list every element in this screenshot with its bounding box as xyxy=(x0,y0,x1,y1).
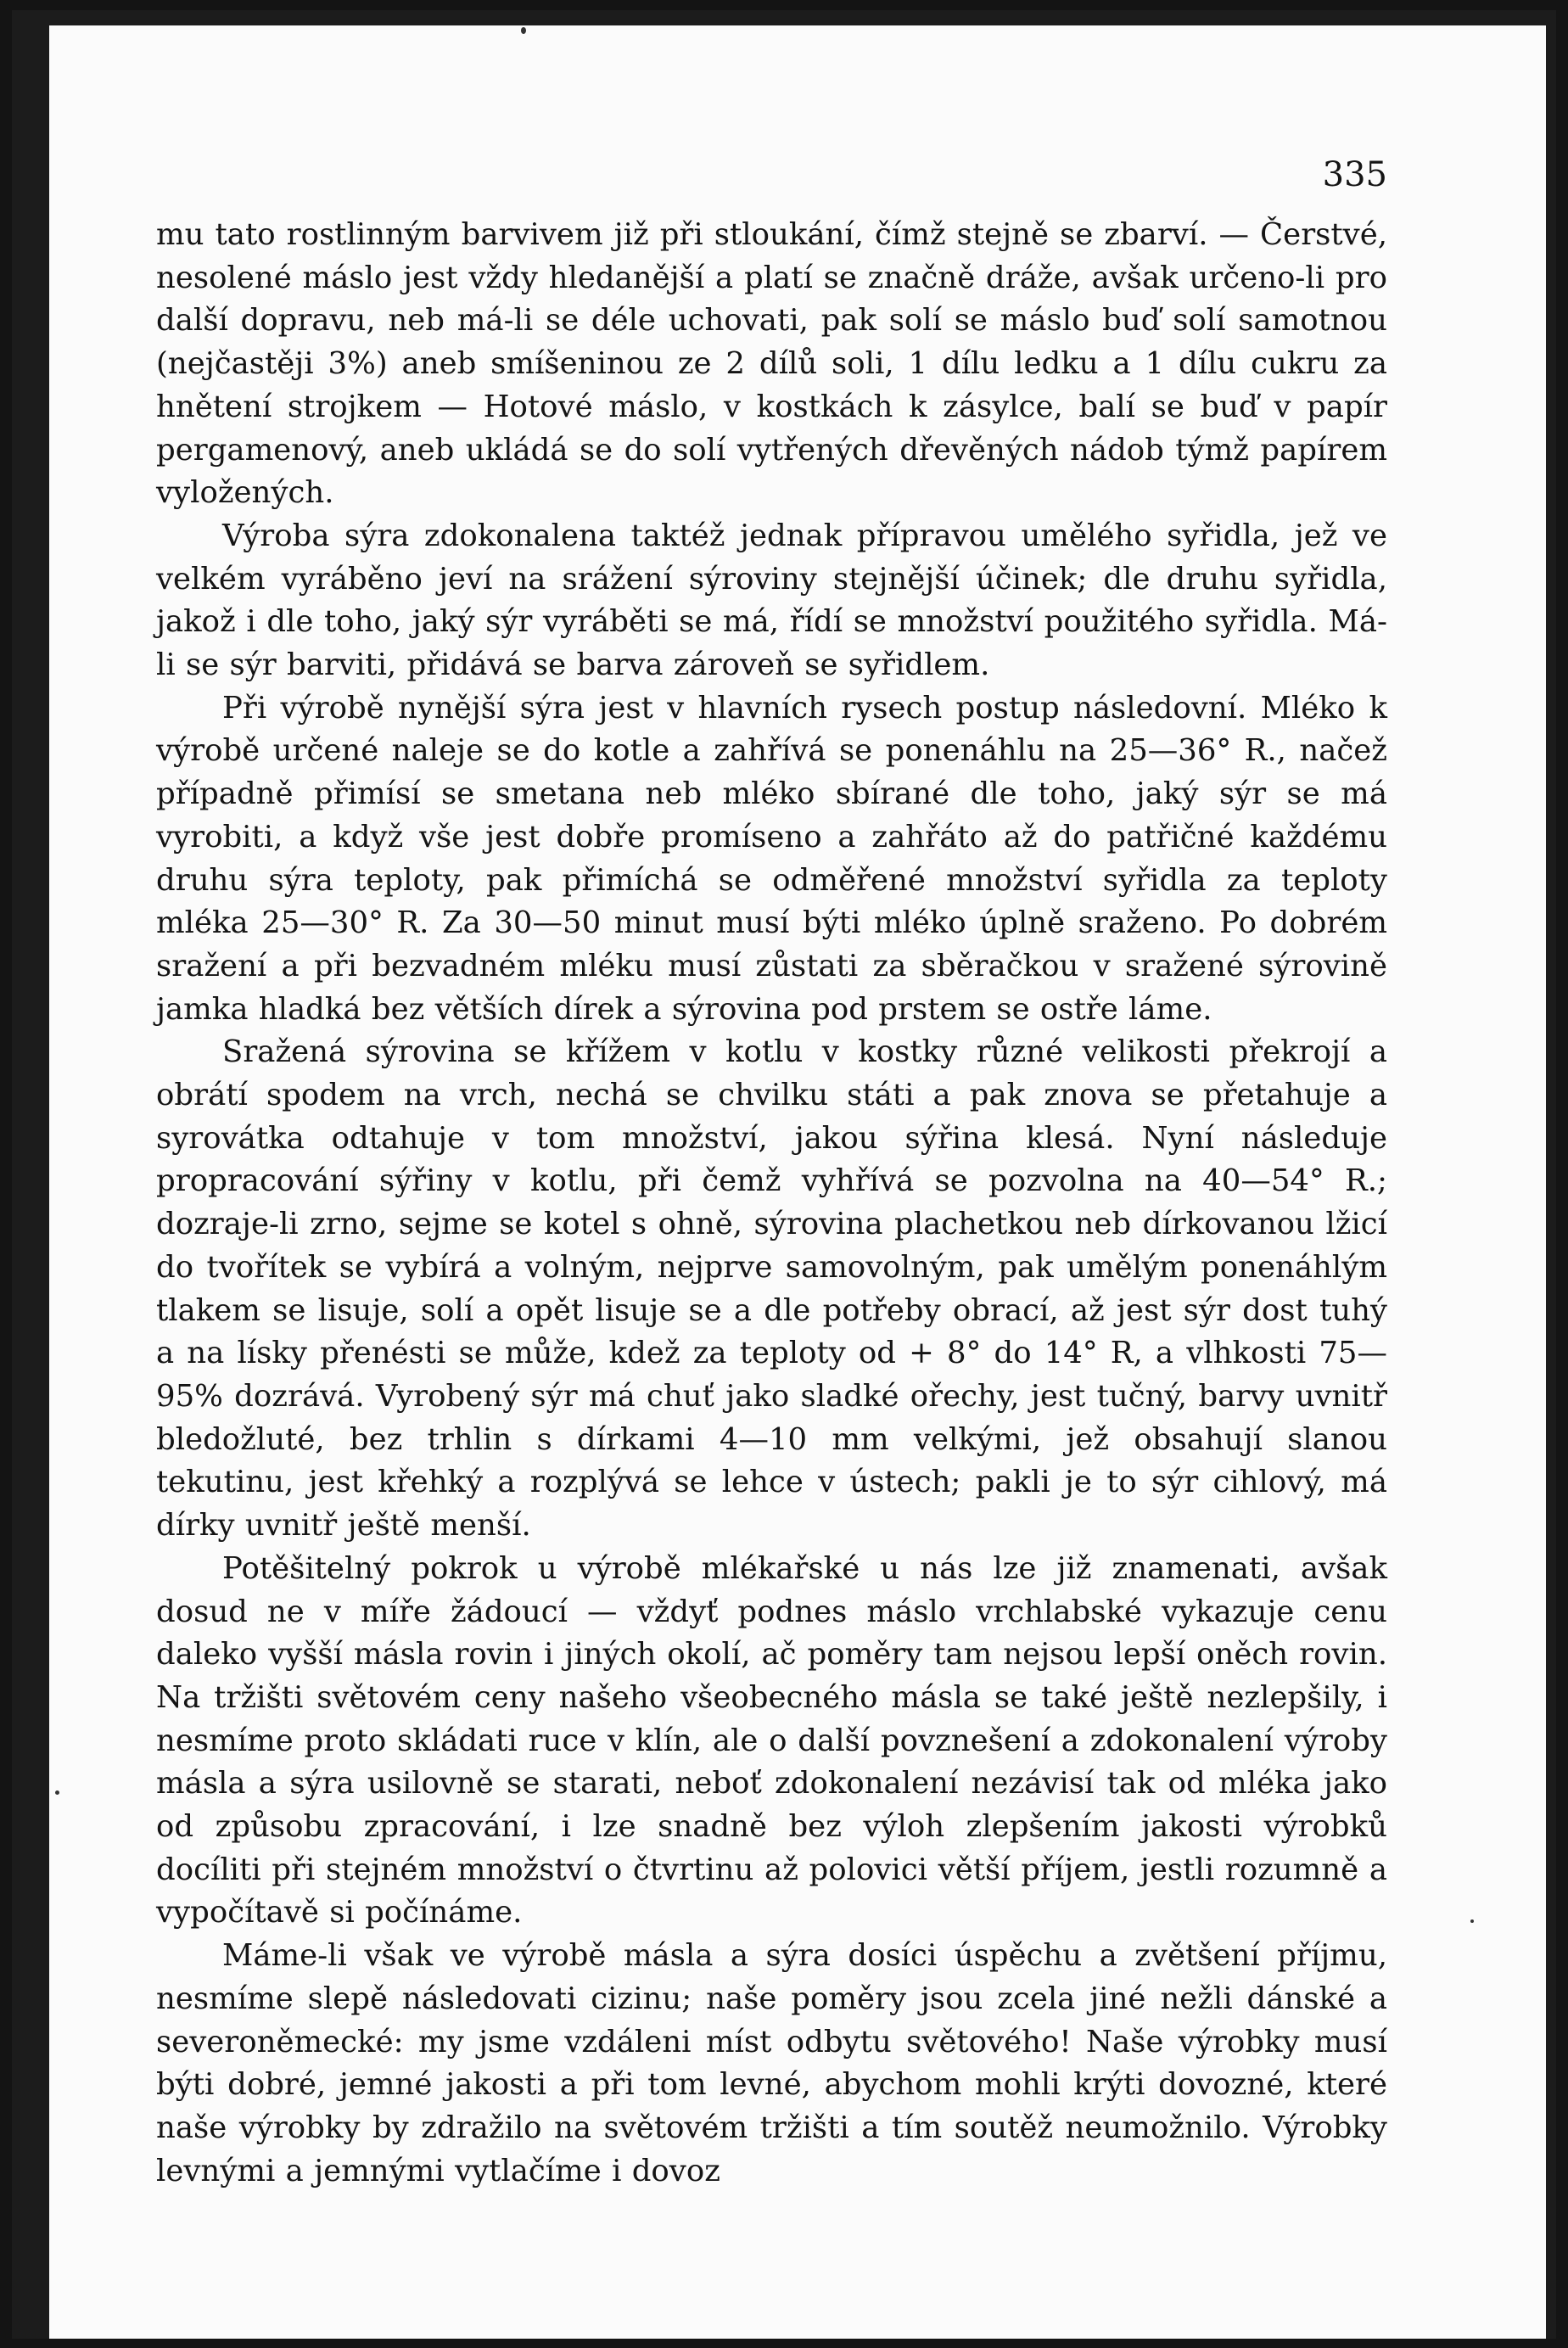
page-number: 335 xyxy=(1322,155,1387,194)
paragraph-competition: Máme-li však ve výrobě másla a sýra dosíci úspěchu a zvětšení příjmu, nesmíme slepě následovati cizinu; naše poměry jsou zcela jiné nežli dánské a severoněmecké: my jsme vzdáleni míst odbytu světového! Naše výrobky musí býti dobré, jemné jakosti a při tom levné, abychom mohli krýti dovozné, které naše výrobky by zdražilo na světovém tržišti a tím soutěž neumožnilo. Výrobky levnými a jemnými vytlačíme i dovoz xyxy=(156,1938,1387,2188)
body-text xyxy=(156,214,1387,2193)
scan-speck xyxy=(521,27,526,34)
scan-speck xyxy=(55,1790,59,1795)
paragraph-butter-salting: mu tato rostlinným barvivem již při stloukání, čímž stejně se zbarví. — Čerstvé, nesolené máslo jest vždy hledanější a platí se značně dráže, avšak určeno-li pro další dopravu, neb má-li se déle uchovati, pak solí se máslo buď solí samotnou (nejčastěji 3%) aneb smíšeninou ze 2 dílů soli, 1 dílu ledku a 1 dílu cukru za hnětení strojkem — Hotové máslo, v kostkách k zásylce, balí se buď v papír pergamenový, aneb ukládá se do solí vytřených dřevěných nádob týmž papírem vyložených. xyxy=(156,217,1387,511)
paragraph-cheese-procedure: Při výrobě nynější sýra jest v hlavních rysech postup následovní. Mléko k výrobě určené naleje se do kotle a zahřívá se ponenáhlu na 25—36° R., načež případně přimísí se smetana neb mléko sbírané dle toho, jaký sýr se má vyrobiti, a když vše jest dobře promíseno a zahřáto až do patřičné každému druhu sýra teploty, pak přimíchá se odměřené množství syřidla za teploty mléka 25—30° R. Za 30—50 minut musí býti mléko úplně sraženo. Po dobrém sražení a při bezvadném mléku musí zůstati za sběračkou v sražené sýrovině jamka hladká bez větších dírek a sýrovina pod prstem se ostře láme. xyxy=(156,690,1387,1027)
book-page xyxy=(49,25,1546,2339)
paragraph-progress: Potěšitelný pokrok u výrobě mlékařské u nás lze již znamenati, avšak dosud ne v míře žádoucí — vždyť podnes máslo vrchlabské vykazuje cenu daleko vyšší másla rovin i jiných okolí, ač poměry tam nejsou lepší oněch rovin. Na tržišti světovém ceny našeho všeobecného másla se také ještě nezlepšily, i nesmíme proto skládati ruce v klín, ale o další povznešení a zdokonalení výroby másla a sýra usilovně se starati, neboť zdokonalení nezávisí tak od mléka jako od způsobu zpracování, i lze snadně bez výloh zlepšením jakosti výrobků docíliti při stejném množství o čtvrtinu až polovici větší příjem, jestli rozumně a vypočítavě si počínáme. xyxy=(156,1550,1387,1931)
paragraph-rennet: Výroba sýra zdokonalena taktéž jednak přípravou umělého syřidla, jež ve velkém vyráběno jeví na srážení sýroviny stejnější účinek; dle druhu syřidla, jakož i dle toho, jaký sýr vyráběti se má, řídí se množství použitého syřidla. Má-li se sýr barviti, přidává se barva zároveň se syřidlem. xyxy=(156,518,1387,683)
scan-speck xyxy=(1470,1919,1474,1923)
paragraph-curd-processing: Sražená sýrovina se křížem v kotlu v kostky různé velikosti překrojí a obrátí spodem na vrch, nechá se chvilku státi a pak znova se přetahuje a syrovátka odtahuje v tom množství, jakou sýřina klesá. Nyní následuje propracování sýřiny v kotlu, při čemž vyhřívá se pozvolna na 40—54° R.; dozraje-li zrno, sejme se kotel s ohně, sýrovina plachetkou neb dírkovanou lžicí do tvořítek se vybírá a volným, nejprve samovolným, pak umělým ponenáhlým tlakem se lisuje, solí a opět lisuje se a dle potřeby obrací, až jest sýr dost tuhý a na lísky přenésti se může, kdež za teploty od + 8° do 14° R, a vlhkosti 75—95% dozrává. Vyrobený sýr má chuť jako sladké ořechy, jest tučný, barvy uvnitř bledožluté, bez trhlin s dírkami 4—10 mm velkými, jež obsahují slanou tekutinu, jest křehký a rozplývá se lehce v ústech; pakli je to sýr cihlový, má dírky uvnitř ještě menší. xyxy=(156,1034,1387,1544)
